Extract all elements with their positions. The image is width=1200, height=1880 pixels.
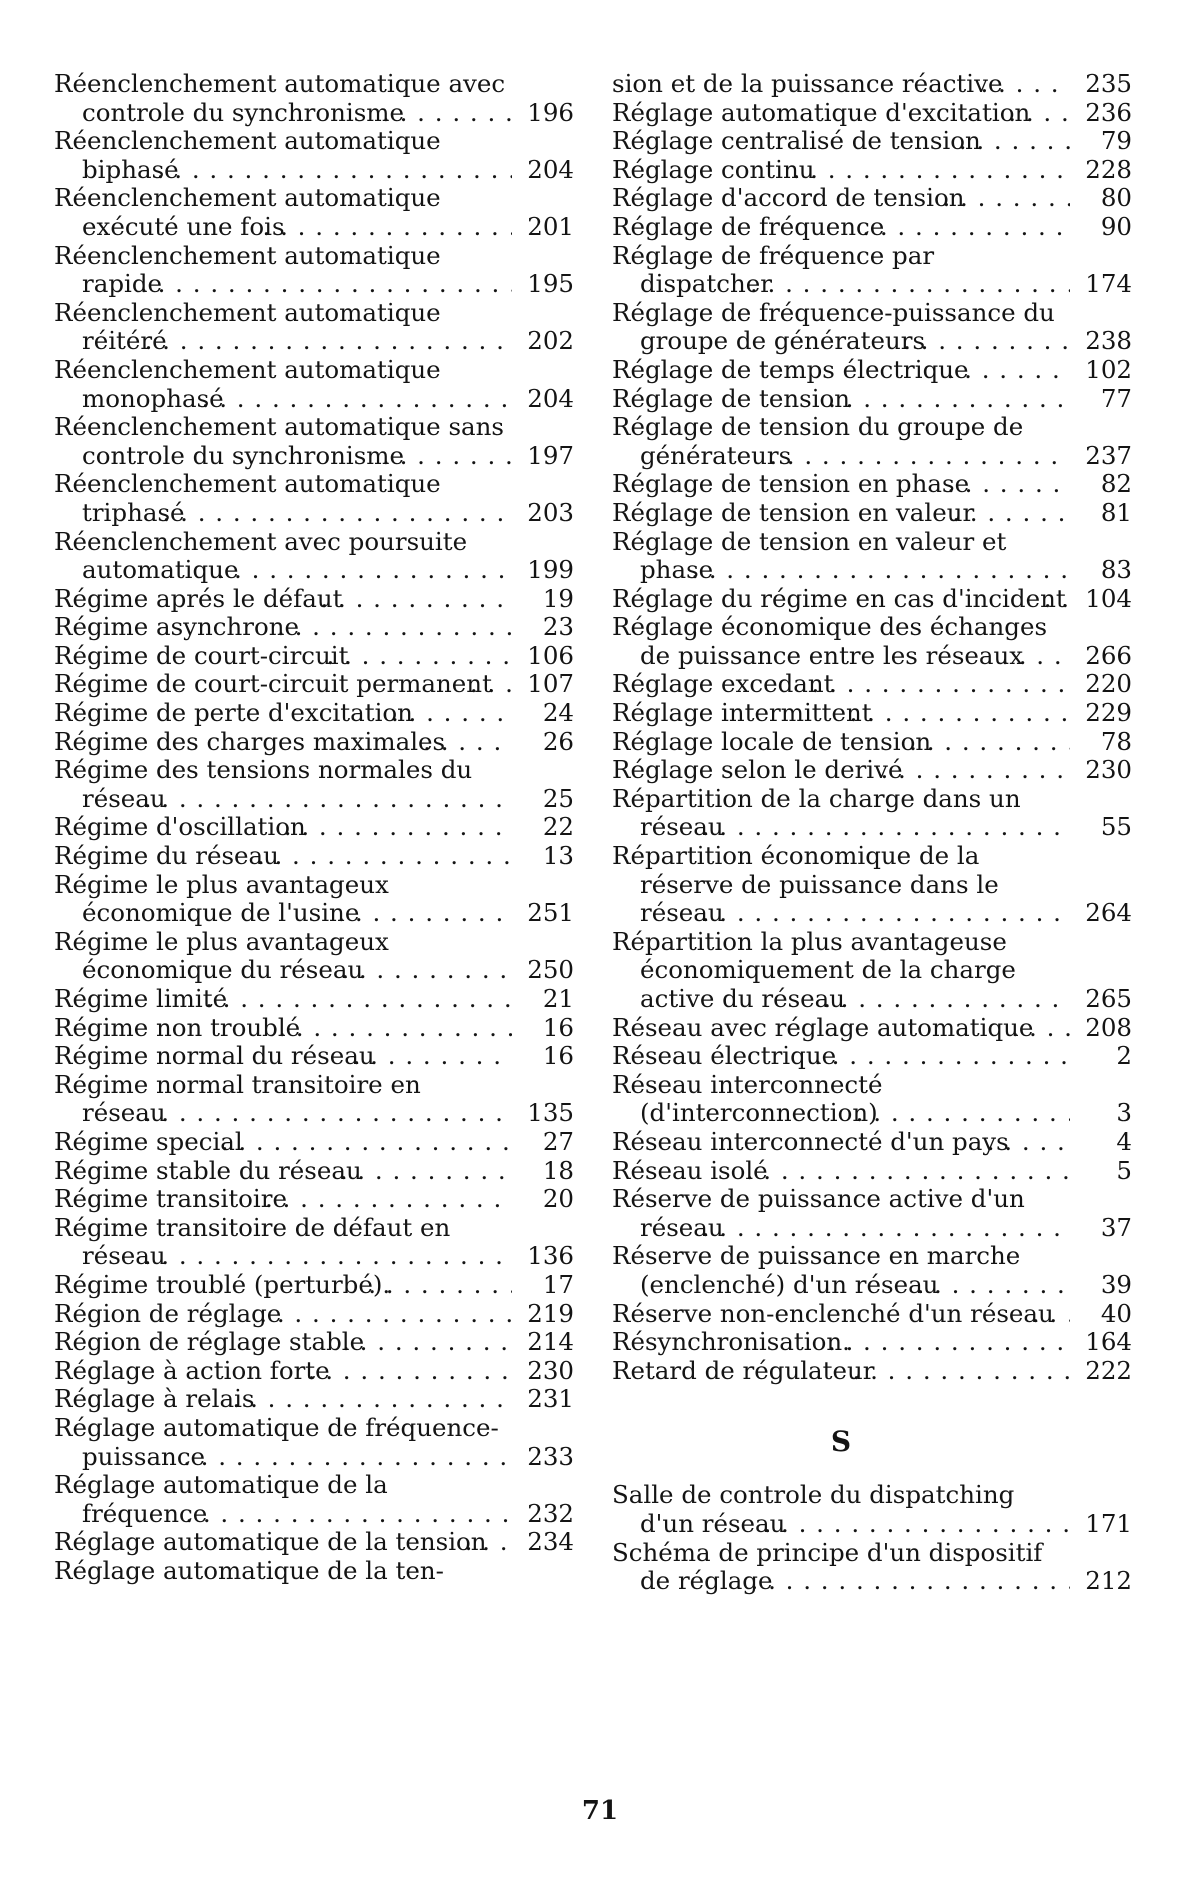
index-entry bbox=[612, 785, 1132, 842]
entry-page-number: 204 bbox=[527, 154, 574, 184]
right-column bbox=[612, 70, 1132, 1596]
entry-page-number: 251 bbox=[527, 898, 574, 928]
entry-page-number: 83 bbox=[1100, 555, 1132, 585]
index-entry bbox=[612, 99, 1132, 128]
entry-term: Réseau électrique . . . bbox=[612, 1042, 1070, 1071]
entry-page-number: 235 bbox=[1085, 69, 1132, 98]
entry-page-number: 55 bbox=[1100, 812, 1132, 842]
entry-term: Réserve de puissance active d'un réseau . . . bbox=[612, 1185, 1070, 1242]
index-entry bbox=[612, 699, 1132, 728]
entry-page-number: 23 bbox=[542, 612, 574, 642]
entry-term: Réglage à action forte . . . bbox=[54, 1357, 512, 1386]
entry-term: Réglage d'accord de tension . . . bbox=[612, 184, 1070, 213]
index-entry bbox=[54, 842, 574, 871]
index-entry bbox=[612, 842, 1132, 928]
index-entry bbox=[54, 985, 574, 1014]
index-entry bbox=[612, 613, 1132, 670]
entry-page-number: 24 bbox=[542, 698, 574, 728]
entry-page-number: 195 bbox=[527, 269, 574, 299]
entry-term: Réglage continu . . . bbox=[612, 156, 1070, 185]
entry-term: Réglage automatique d'excitation . . . bbox=[612, 99, 1070, 128]
entry-page-number: 266 bbox=[1085, 640, 1132, 670]
entry-page-number: 203 bbox=[527, 497, 574, 527]
entry-page-number: 174 bbox=[1085, 269, 1132, 299]
entry-page-number: 80 bbox=[1100, 183, 1132, 213]
index-entry bbox=[612, 1128, 1132, 1157]
index-entry bbox=[54, 813, 574, 842]
entry-term: Réenclenchement automatique réitéré . . . bbox=[54, 299, 512, 356]
entry-page-number: 3 bbox=[1116, 1098, 1132, 1128]
entry-page-number: 222 bbox=[1085, 1355, 1132, 1385]
index-entry bbox=[54, 1528, 574, 1557]
index-entry bbox=[54, 1414, 574, 1471]
entry-term: Régime troublé (perturbé). . . . bbox=[54, 1271, 512, 1300]
entry-page-number: 135 bbox=[527, 1098, 574, 1128]
entry-page-number: 212 bbox=[1085, 1566, 1132, 1596]
entry-term: Régime d'oscillation . . . bbox=[54, 813, 512, 842]
entry-page-number: 90 bbox=[1100, 211, 1132, 241]
index-entry bbox=[612, 1071, 1132, 1128]
entry-page-number: 107 bbox=[527, 669, 574, 699]
index-entry bbox=[612, 70, 1132, 99]
index-entry bbox=[54, 1014, 574, 1043]
entry-term: Réenclenchement avec poursuite automatique . . . bbox=[54, 528, 512, 585]
entry-page-number: 21 bbox=[542, 984, 574, 1013]
index-entry bbox=[612, 1014, 1132, 1043]
entry-term: Réglage de fréquence-puissance du groupe de générateurs . . . bbox=[612, 299, 1070, 356]
entry-page-number: 22 bbox=[542, 812, 574, 842]
index-entry bbox=[612, 470, 1132, 499]
index-entry bbox=[612, 585, 1132, 614]
index-entry bbox=[54, 1557, 574, 1586]
entry-term: Régime le plus avantageux économique de l'usine . . . bbox=[54, 871, 512, 928]
entry-term: Régime normal transitoire en réseau . . . bbox=[54, 1071, 512, 1128]
index-entry bbox=[612, 1539, 1132, 1596]
index-entry bbox=[54, 1157, 574, 1186]
entry-term: Réglage intermittent . . . bbox=[612, 699, 1070, 728]
entry-page-number: 229 bbox=[1085, 698, 1132, 728]
index-entry bbox=[54, 1385, 574, 1414]
entry-term: Réglage de tension en valeur et phase . . . bbox=[612, 528, 1070, 585]
index-entry bbox=[54, 1185, 574, 1214]
entry-page-number: 26 bbox=[542, 726, 574, 756]
right-column-entries bbox=[612, 70, 1132, 1385]
index-entry bbox=[54, 728, 574, 757]
entry-page-number: 214 bbox=[527, 1327, 574, 1357]
index-entry bbox=[612, 213, 1132, 242]
entry-page-number: 39 bbox=[1100, 1269, 1132, 1299]
entry-term: Réseau isolé . . . bbox=[612, 1157, 1070, 1186]
entry-page-number: 237 bbox=[1085, 440, 1132, 470]
index-entry bbox=[612, 1157, 1132, 1186]
entry-term: Répartition la plus avantageuse économiquement de la charge active du réseau . . . bbox=[612, 928, 1070, 1014]
entry-page-number: 104 bbox=[1085, 583, 1132, 613]
entry-term: Réenclenchement automatique triphasé . . . bbox=[54, 470, 512, 527]
section-letter: S bbox=[830, 1425, 852, 1459]
page-number: 71 bbox=[581, 1796, 619, 1826]
entry-term: Réenclenchement automatique rapide . . . bbox=[54, 242, 512, 299]
index-entry bbox=[54, 642, 574, 671]
index-entry bbox=[612, 299, 1132, 356]
index-entry bbox=[54, 1128, 574, 1157]
index-entry bbox=[612, 184, 1132, 213]
entry-term: Retard de régulateur . . . bbox=[612, 1357, 1070, 1386]
entry-page-number: 2 bbox=[1116, 1041, 1132, 1071]
entry-page-number: 204 bbox=[527, 383, 574, 413]
entry-page-number: 20 bbox=[542, 1184, 574, 1214]
entry-term: sion et de la puissance réactive . . . bbox=[612, 70, 1070, 99]
entry-page-number: 234 bbox=[527, 1527, 574, 1557]
entry-term: Réglage du régime en cas d'incident . . . bbox=[612, 585, 1070, 614]
entry-term: Régime le plus avantageux économique du réseau . . . bbox=[54, 928, 512, 985]
entry-term: Régime de court-circuit permanent . . . bbox=[54, 670, 512, 699]
entry-page-number: 18 bbox=[542, 1155, 574, 1185]
entry-term: Réglage automatique de la tension . . . bbox=[54, 1528, 512, 1557]
index-entry bbox=[54, 585, 574, 614]
index-entry bbox=[54, 1071, 574, 1128]
index-entry bbox=[54, 928, 574, 985]
index-entry bbox=[612, 928, 1132, 1014]
index-entry bbox=[54, 1357, 574, 1386]
entry-page-number: 208 bbox=[1085, 1012, 1132, 1042]
entry-term: Réglage à relais . . . bbox=[54, 1385, 512, 1414]
entry-term: Réglage de fréquence . . . bbox=[612, 213, 1070, 242]
index-entry bbox=[612, 1242, 1132, 1299]
index-entry bbox=[54, 1300, 574, 1329]
index-entry bbox=[54, 1214, 574, 1271]
entry-page-number: 232 bbox=[527, 1498, 574, 1528]
entry-page-number: 171 bbox=[1085, 1508, 1132, 1538]
entry-page-number: 16 bbox=[542, 1041, 574, 1071]
entry-page-number: 27 bbox=[542, 1126, 574, 1156]
entry-page-number: 196 bbox=[527, 97, 574, 127]
entry-term: Réglage automatique de la fréquence . . . bbox=[54, 1471, 512, 1528]
entry-term: Réseau interconnecté (d'interconnection) . . . bbox=[612, 1071, 1070, 1128]
entry-page-number: 231 bbox=[527, 1384, 574, 1414]
index-entry bbox=[54, 299, 574, 356]
entry-term: Réglage de temps électrique . . . bbox=[612, 356, 1070, 385]
index-entry bbox=[612, 528, 1132, 585]
index-entry bbox=[54, 1042, 574, 1071]
entry-page-number: 233 bbox=[527, 1441, 574, 1471]
entry-page-number: 265 bbox=[1085, 984, 1132, 1013]
entry-page-number: 77 bbox=[1100, 383, 1132, 413]
entry-page-number: 164 bbox=[1085, 1327, 1132, 1357]
entry-term: Réenclenchement automatique exécuté une fois . . . bbox=[54, 184, 512, 241]
entry-term: Réglage locale de tension . . . bbox=[612, 728, 1070, 757]
entry-term: Régime limité . . . bbox=[54, 985, 512, 1014]
entry-term: Résynchronisation. . . . bbox=[612, 1328, 1070, 1357]
index-entry bbox=[54, 127, 574, 184]
index-entry bbox=[612, 1300, 1132, 1329]
entry-term: Régime transitoire de défaut en réseau . . . bbox=[54, 1214, 512, 1271]
entry-term: Réglage de fréquence par dispatcher . . . bbox=[612, 242, 1070, 299]
entry-term: Région de réglage stable . . . bbox=[54, 1328, 512, 1357]
entry-term: Réglage économique des échanges de puissance entre les réseaux . . . bbox=[612, 613, 1070, 670]
entry-page-number: 250 bbox=[527, 955, 574, 985]
entry-term: Région de réglage . . . bbox=[54, 1300, 512, 1329]
entry-term: Réglage excedant . . . bbox=[612, 670, 1070, 699]
entry-page-number: 16 bbox=[542, 1012, 574, 1042]
index-entry bbox=[54, 184, 574, 241]
entry-page-number: 106 bbox=[527, 640, 574, 670]
entry-term: Régime de court-circuit . . . bbox=[54, 642, 512, 671]
index-entry bbox=[54, 670, 574, 699]
entry-page-number: 264 bbox=[1085, 898, 1132, 928]
index-entry bbox=[54, 356, 574, 413]
entry-term: Réglage centralisé de tension . . . bbox=[612, 127, 1070, 156]
entry-page-number: 230 bbox=[1085, 755, 1132, 785]
entry-page-number: 201 bbox=[527, 211, 574, 241]
entry-term: Régime non troublé . . . bbox=[54, 1014, 512, 1043]
entry-page-number: 220 bbox=[1085, 669, 1132, 699]
entry-term: Régime asynchrone . . . bbox=[54, 613, 512, 642]
entry-page-number: 25 bbox=[542, 783, 574, 813]
index-entry bbox=[54, 528, 574, 585]
index-entry bbox=[54, 756, 574, 813]
entry-term: Régime transitoire . . . bbox=[54, 1185, 512, 1214]
index-entry bbox=[612, 1185, 1132, 1242]
entry-term: Régime normal du réseau . . . bbox=[54, 1042, 512, 1071]
entry-term: Répartition économique de la réserve de puissance dans le réseau . . . bbox=[612, 842, 1070, 928]
entry-term: Régime special . . . bbox=[54, 1128, 512, 1157]
entry-page-number: 238 bbox=[1085, 326, 1132, 356]
entry-page-number: 199 bbox=[527, 555, 574, 585]
entry-page-number: 37 bbox=[1100, 1212, 1132, 1242]
index-entry bbox=[612, 670, 1132, 699]
entry-term: Réglage de tension . . . bbox=[612, 385, 1070, 414]
entry-term: Réglage de tension en valeur . . . bbox=[612, 499, 1070, 528]
entry-page-number: 102 bbox=[1085, 354, 1132, 384]
index-entry bbox=[54, 871, 574, 928]
entry-term: Réglage de tension en phase . . . bbox=[612, 470, 1070, 499]
index-entry bbox=[54, 699, 574, 728]
entry-term: Réglage automatique de fréquence-puissance . . . bbox=[54, 1414, 512, 1471]
entry-term: Réseau avec réglage automatique . . . bbox=[612, 1014, 1070, 1043]
index-entry bbox=[612, 242, 1132, 299]
index-entry bbox=[612, 1042, 1132, 1071]
entry-page-number: 197 bbox=[527, 440, 574, 470]
entry-page-number: 219 bbox=[527, 1298, 574, 1328]
entry-page-number: 79 bbox=[1100, 126, 1132, 156]
entry-term: Réenclenchement automatique sans controle du synchronisme . . . bbox=[54, 413, 512, 470]
left-column bbox=[54, 70, 574, 1585]
entry-page-number: 5 bbox=[1116, 1155, 1132, 1185]
entry-page-number: 81 bbox=[1100, 497, 1132, 527]
entry-term: Régime du réseau . . . bbox=[54, 842, 512, 871]
entry-term: Régime des charges maximales . . . bbox=[54, 728, 512, 757]
entry-term: Réenclenchement automatique avec controle du synchronisme . . . bbox=[54, 70, 512, 127]
entry-page-number: 17 bbox=[542, 1269, 574, 1299]
entry-page-number: 82 bbox=[1100, 469, 1132, 499]
entry-page-number: 236 bbox=[1085, 97, 1132, 127]
entry-page-number: 78 bbox=[1100, 726, 1132, 756]
index-entry bbox=[54, 1471, 574, 1528]
entry-page-number: 40 bbox=[1100, 1298, 1132, 1328]
entry-page-number: 13 bbox=[542, 841, 574, 871]
entry-term: Réenclenchement automatique monophasé . . . bbox=[54, 356, 512, 413]
index-entry bbox=[612, 728, 1132, 757]
entry-term: Réglage automatique de la ten- bbox=[54, 1556, 444, 1585]
index-entry bbox=[54, 242, 574, 299]
index-entry bbox=[612, 385, 1132, 414]
index-entry bbox=[612, 356, 1132, 385]
index-entry bbox=[54, 613, 574, 642]
entry-page-number: 4 bbox=[1116, 1126, 1132, 1156]
entry-page-number: 136 bbox=[527, 1241, 574, 1271]
index-entry bbox=[612, 127, 1132, 156]
entry-term: Salle de controle du dispatching d'un réseau . . . bbox=[612, 1481, 1070, 1538]
entry-term: Réenclenchement automatique biphasé . . . bbox=[54, 127, 512, 184]
index-entry bbox=[54, 470, 574, 527]
index-entry bbox=[54, 413, 574, 470]
index-entry bbox=[612, 499, 1132, 528]
section-s-entries bbox=[612, 1481, 1132, 1595]
entry-term: Régime aprés le défaut . . . bbox=[54, 585, 512, 614]
entry-term: Répartition de la charge dans un réseau . . . bbox=[612, 785, 1070, 842]
entry-term: Régime stable du réseau . . . bbox=[54, 1157, 512, 1186]
entry-term: Régime des tensions normales du réseau . . . bbox=[54, 756, 512, 813]
entry-term: Réserve de puissance en marche (enclenché) d'un réseau . . . bbox=[612, 1242, 1070, 1299]
entry-page-number: 19 bbox=[542, 583, 574, 613]
index-entry bbox=[612, 756, 1132, 785]
index-entry bbox=[54, 1328, 574, 1357]
entry-term: Réglage de tension du groupe de générateurs . . . bbox=[612, 413, 1070, 470]
entry-page-number: 228 bbox=[1085, 154, 1132, 184]
index-entry bbox=[612, 1357, 1132, 1386]
index-entry bbox=[612, 156, 1132, 185]
entry-term: Réserve non-enclenché d'un réseau . . . bbox=[612, 1300, 1070, 1329]
entry-term: Réglage selon le derivé . . . bbox=[612, 756, 1070, 785]
index-entry bbox=[612, 1328, 1132, 1357]
entry-page-number: 230 bbox=[527, 1355, 574, 1385]
entry-term: Schéma de principe d'un dispositif de réglage . . . bbox=[612, 1539, 1070, 1596]
entry-term: Régime de perte d'excitation . . . bbox=[54, 699, 512, 728]
index-entry bbox=[54, 1271, 574, 1300]
entry-page-number: 202 bbox=[527, 326, 574, 356]
index-entry bbox=[612, 1481, 1132, 1538]
index-entry bbox=[54, 70, 574, 127]
entry-term: Réseau interconnecté d'un pays . . . bbox=[612, 1128, 1070, 1157]
index-entry bbox=[612, 413, 1132, 470]
